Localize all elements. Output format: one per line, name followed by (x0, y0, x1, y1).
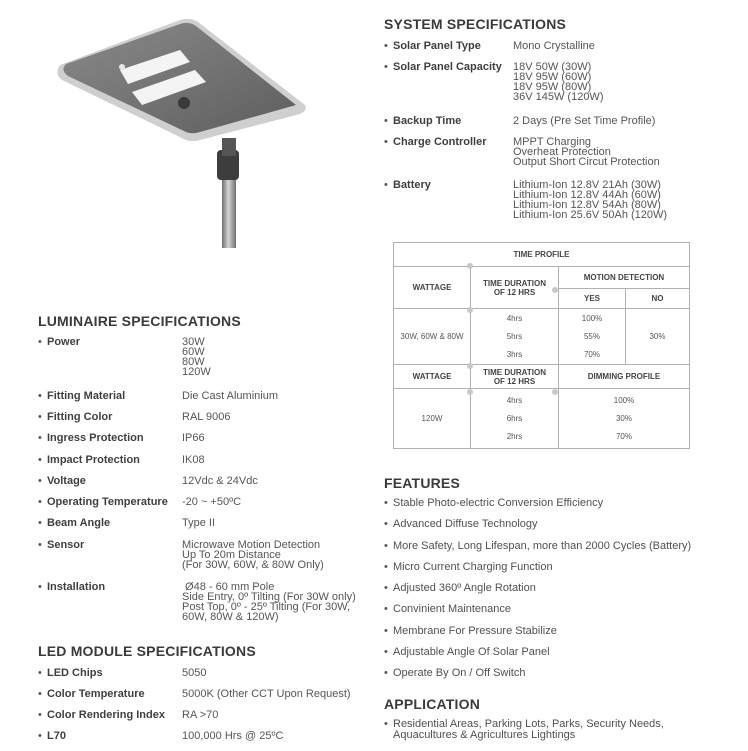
table-divider-dot (467, 389, 473, 395)
hours-cell: 4hrs (506, 313, 523, 323)
feature-item: • Operate By On / Off Switch (393, 667, 525, 679)
spec-value: Die Cast Aluminium (182, 390, 278, 402)
system-specs-title: SYSTEM SPECIFICATIONS (384, 16, 567, 32)
time-duration-header-2: TIME DURATION OF 12 HRS (471, 365, 559, 389)
spec-label: • Beam Angle (47, 518, 110, 529)
time-profile-title: TIME PROFILE (394, 243, 690, 267)
spec-label: • Solar Panel Capacity (393, 62, 502, 73)
hours-cell: 6hrs (506, 413, 523, 423)
feature-item: • Adjusted 360º Angle Rotation (393, 582, 536, 594)
no-header: NO (626, 289, 690, 309)
spec-value: Mono Crystalline (513, 40, 595, 52)
spec-value: Ø48 - 60 mm Pole Side Entry, 0º Tilting (For 30W only) Post Top, 0º - 25º Tilting (For 30W, 60W, 80W & 120W) (182, 581, 356, 623)
spec-value: 30W 60W 80W 120W (182, 336, 211, 378)
group1-wattage: 30W, 60W & 80W (394, 309, 471, 365)
spec-label: • Impact Protection (47, 455, 140, 466)
group1-yes (559, 309, 626, 365)
spec-label: • L70 (47, 731, 66, 742)
time-duration-header: TIME DURATION OF 12 HRS (471, 267, 559, 309)
spec-label: • Color Rendering Index (47, 710, 165, 721)
spec-value: IK08 (182, 454, 205, 466)
yes-cell: 100% (581, 313, 603, 323)
spec-value: Microwave Motion Detection Up To 20m Distance (For 30W, 60W, & 80W Only) (182, 539, 324, 571)
table-divider-dot (467, 307, 473, 313)
spec-value: RAL 9006 (182, 411, 231, 423)
yes-cell: 70% (583, 349, 600, 359)
spec-value: 2 Days (Pre Set Time Profile) (513, 115, 656, 127)
hours-cell: 5hrs (506, 331, 523, 341)
spec-label: • Battery (393, 180, 431, 191)
group2-wattage: 120W (394, 389, 471, 449)
spec-value: RA >70 (182, 709, 219, 721)
table-divider-dot (552, 389, 558, 395)
wattage-header-2: WATTAGE (394, 365, 471, 389)
table-divider-dot (467, 263, 473, 269)
application-text: • Residential Areas, Parking Lots, Parks, Security Needs, Aquacultures & Agricultures Lightings (393, 719, 664, 741)
spec-label: • Installation (47, 582, 105, 593)
feature-item: • Stable Photo-electric Conversion Efficiency (393, 497, 603, 509)
group2-hours (471, 389, 559, 449)
hours-cell: 4hrs (506, 395, 523, 405)
spec-label: • Charge Controller (393, 137, 487, 148)
dimming-cell: 70% (615, 431, 632, 441)
spec-value: -20 ~ +50ºC (182, 496, 242, 508)
led-specs-title: LED MODULE SPECIFICATIONS (38, 643, 256, 659)
spec-value: IP66 (182, 432, 205, 444)
table-divider-dot (467, 363, 473, 369)
spec-value: Type II (182, 517, 216, 529)
spec-value: 12Vdc & 24Vdc (182, 475, 258, 487)
dimming-profile-header: DIMMING PROFILE (559, 365, 690, 389)
dimming-cell: 30% (615, 413, 632, 423)
spec-label: • Voltage (47, 476, 86, 487)
spec-value: 18V 50W (30W) 18V 95W (60W) 18V 95W (80W) 36V 145W (120W) (513, 61, 604, 103)
application-title: APPLICATION (384, 696, 481, 712)
feature-item: • Micro Current Charging Function (393, 561, 553, 573)
spec-value: 5000K (Other CCT Upon Request) (182, 688, 351, 700)
luminaire-specs-title: LUMINAIRE SPECIFICATIONS (38, 313, 241, 329)
hours-cell: 3hrs (506, 349, 523, 359)
feature-item: • Convinient Maintenance (393, 603, 511, 615)
wattage-header: WATTAGE (394, 267, 471, 309)
feature-item: • More Safety, Long Lifespan, more than 2000 Cycles (Battery) (393, 540, 691, 552)
group1-no: 30% (626, 309, 690, 365)
features-title: FEATURES (384, 475, 461, 491)
yes-header: YES (559, 289, 626, 309)
spec-label: • Ingress Protection (47, 433, 144, 444)
spec-label: • Color Temperature (47, 689, 145, 700)
spec-label: • Power (47, 337, 80, 348)
spec-label: • Backup Time (393, 116, 461, 127)
group2-dimming (559, 389, 690, 449)
group1-hours (471, 309, 559, 365)
street-light-product-image (50, 0, 310, 248)
feature-item: • Advanced Diffuse Technology (393, 518, 538, 530)
time-profile-table (393, 242, 690, 449)
spec-value: MPPT Charging Overheat Protection Output Short Circut Protection (513, 136, 660, 168)
spec-label: • Fitting Material (47, 391, 125, 402)
spec-label: • LED Chips (47, 668, 103, 679)
feature-item: • Membrane For Pressure Stabilize (393, 625, 557, 637)
spec-value: Lithium-Ion 12.8V 21Ah (30W) Lithium-Ion 12.8V 44Ah (60W) Lithium-Ion 12.8V 54Ah (80W) Lithium-Ion 25.6V 50Ah (120W) (513, 179, 668, 221)
spec-label: • Sensor (47, 540, 84, 551)
spec-label: • Solar Panel Type (393, 41, 481, 52)
spec-label: • Fitting Color (47, 412, 112, 423)
spec-value: 5050 (182, 667, 207, 679)
motion-detection-header: MOTION DETECTION (559, 267, 690, 289)
dimming-cell: 100% (613, 395, 635, 405)
hours-cell: 2hrs (506, 431, 523, 441)
feature-item: • Adjustable Angle Of Solar Panel (393, 646, 550, 658)
table-divider-dot (552, 287, 558, 293)
yes-cell: 55% (583, 331, 600, 341)
spec-label: • Operating Temperature (47, 497, 168, 508)
spec-value: 100,000 Hrs @ 25ºC (182, 730, 284, 742)
